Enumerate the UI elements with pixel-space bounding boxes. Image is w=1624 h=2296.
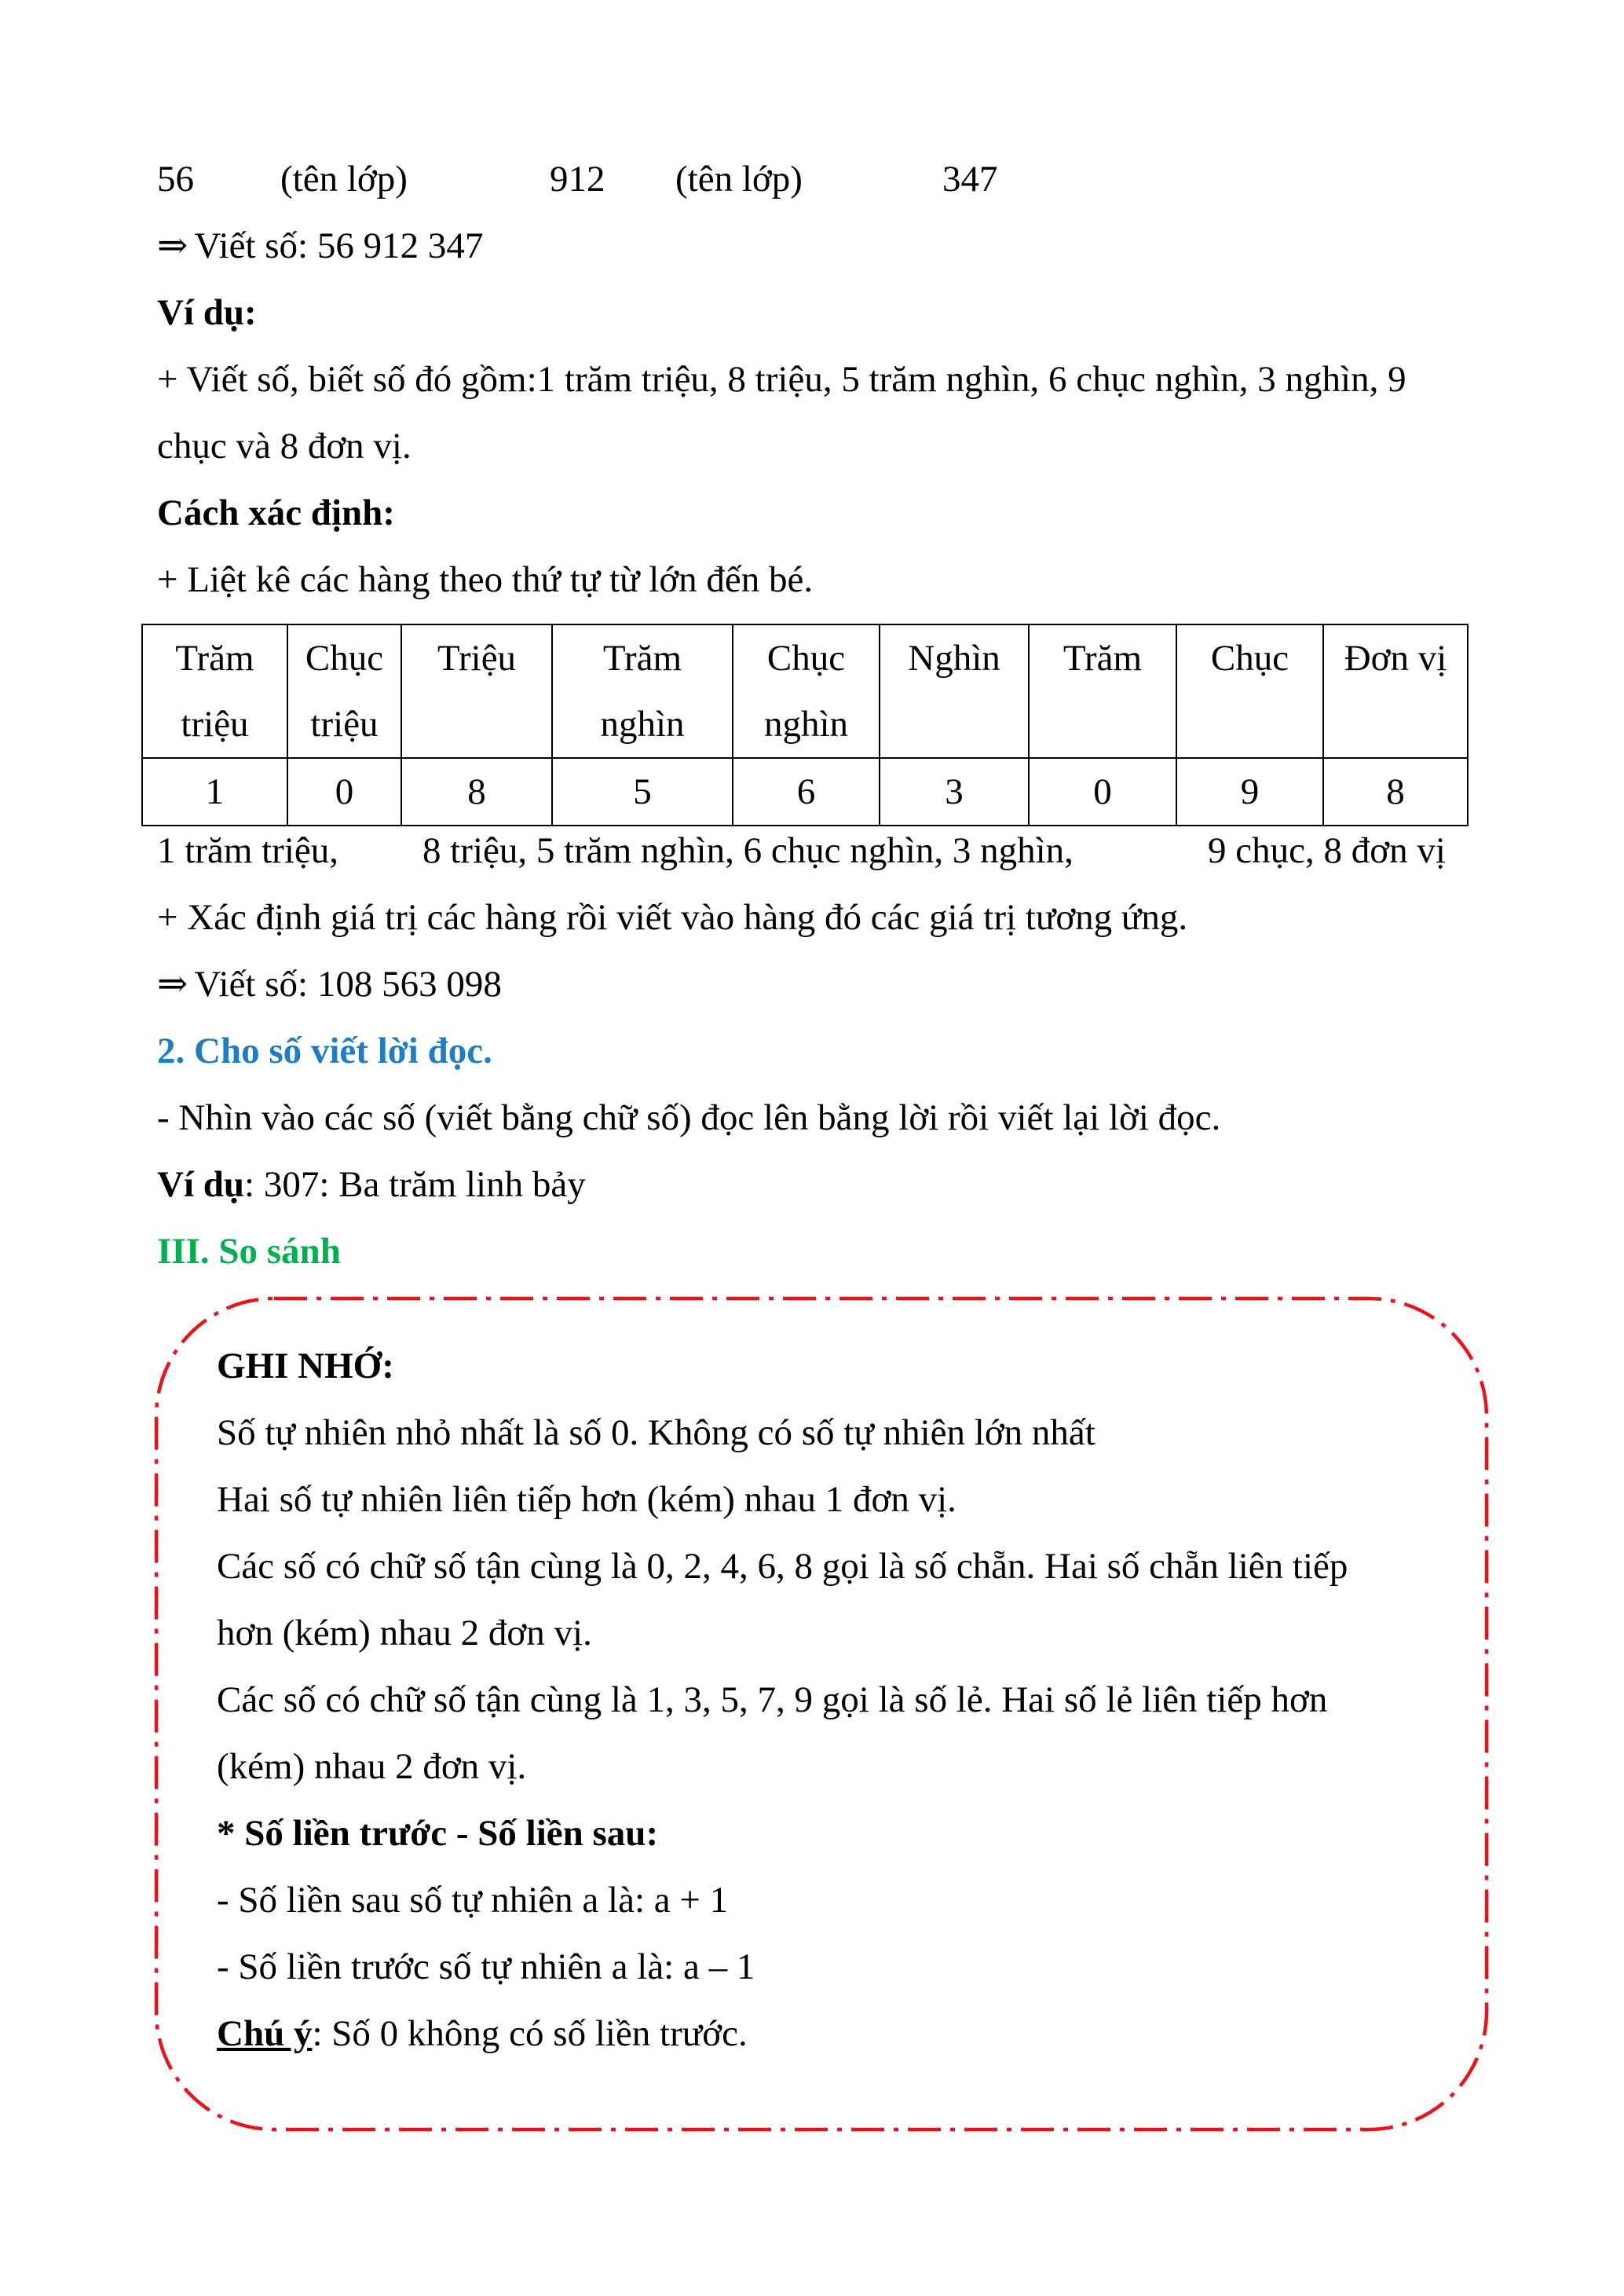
- place-header: Đơn vị: [1323, 624, 1468, 758]
- class-split-line: [157, 159, 998, 200]
- breakdown-c: 9 chục, 8 đơn vị: [1208, 830, 1446, 871]
- write-number-1-text: Viết số: 56 912 347: [194, 225, 484, 266]
- memo-note-label: Chú ý: [217, 2013, 313, 2054]
- example-label: Ví dụ:: [157, 292, 257, 333]
- memo-line: hơn (kém) nhau 2 đơn vị.: [217, 1613, 592, 1653]
- class-3: 347: [942, 159, 998, 200]
- memo-line: Số tự nhiên nhỏ nhất là số 0. Không có số tự nhiên lớn nhất: [217, 1412, 1095, 1453]
- breakdown-b: 8 triệu, 5 trăm nghìn, 6 chục nghìn, 3 nghìn,: [422, 830, 1074, 871]
- method-label: Cách xác định:: [157, 493, 395, 533]
- place-digit: 8: [401, 758, 552, 826]
- place-value-table: [141, 624, 1469, 826]
- place-header: Chục nghìn: [733, 624, 880, 758]
- implies-icon: ⇒: [157, 225, 188, 266]
- place-digit: 6: [733, 758, 880, 826]
- example-2: [157, 1166, 586, 1203]
- memo-line: (kém) nhau 2 đơn vị.: [217, 1746, 527, 1787]
- method-text: + Liệt kê các hàng theo thứ tự từ lớn đến bé.: [157, 559, 814, 600]
- memo-line: - Số liền sau số tự nhiên a là: a + 1: [217, 1880, 729, 1921]
- place-digit: 1: [142, 758, 287, 826]
- memo-title: GHI NHỚ:: [217, 1346, 394, 1386]
- write-number-2: [157, 966, 502, 1003]
- place-header: Chục: [1176, 624, 1323, 758]
- example-2-text: : 307: Ba trăm linh bảy: [244, 1164, 586, 1205]
- example-text-2: chục và 8 đơn vị.: [157, 426, 411, 467]
- place-digit: 0: [1029, 758, 1176, 826]
- place-header: Nghìn: [880, 624, 1029, 758]
- memo-note-text: : Số 0 không có số liền trước.: [312, 2013, 748, 2054]
- example-text-1: + Viết số, biết số đó gồm:1 trăm triệu, 8 triệu, 5 trăm nghìn, 6 chục nghìn, 3 nghìn, 9: [157, 359, 1406, 400]
- section-2-title: 2. Cho số viết lời đọc.: [157, 1031, 492, 1071]
- write-number-1: [157, 225, 484, 266]
- memo-line: Các số có chữ số tận cùng là 0, 2, 4, 6, 8 gọi là số chẵn. Hai số chẵn liên tiếp: [217, 1546, 1348, 1587]
- example-2-label: Ví dụ: [157, 1164, 245, 1205]
- memo-subheading: * Số liền trước - Số liền sau:: [217, 1813, 659, 1854]
- place-value-row: [142, 758, 1468, 826]
- class-label-2: (tên lớp): [675, 159, 803, 200]
- place-header: Trăm: [1029, 624, 1176, 758]
- memo-note: [217, 2013, 748, 2054]
- class-1: 56: [157, 159, 194, 200]
- place-header: Triệu: [401, 624, 552, 758]
- class-2: 912: [550, 159, 605, 200]
- place-digit: 9: [1176, 758, 1323, 826]
- place-header: Trăm nghìn: [552, 624, 733, 758]
- implies-icon: ⇒: [157, 964, 188, 1005]
- place-digit: 0: [287, 758, 401, 826]
- determine-text: + Xác định giá trị các hàng rồi viết vào hàng đó các giá trị tương ứng.: [157, 897, 1188, 938]
- place-header-row: [142, 624, 1468, 758]
- place-digit: 8: [1323, 758, 1468, 826]
- place-header: Trăm triệu: [142, 624, 287, 758]
- section-3-title: III. So sánh: [157, 1231, 341, 1272]
- write-number-2-text: Viết số: 108 563 098: [194, 964, 502, 1005]
- place-digit: 3: [880, 758, 1029, 826]
- class-label-1: (tên lớp): [280, 159, 408, 200]
- place-digit: 5: [552, 758, 733, 826]
- section-2-text: - Nhìn vào các số (viết bằng chữ số) đọc lên bằng lời rồi viết lại lời đọc.: [157, 1097, 1221, 1138]
- place-header: Chục triệu: [287, 624, 401, 758]
- breakdown-a: 1 trăm triệu,: [157, 830, 339, 871]
- memo-line: Hai số tự nhiên liên tiếp hơn (kém) nhau 1 đơn vị.: [217, 1479, 956, 1520]
- memo-line: Các số có chữ số tận cùng là 1, 3, 5, 7, 9 gọi là số lẻ. Hai số lẻ liên tiếp hơn: [217, 1679, 1328, 1720]
- memo-box: [154, 1296, 1489, 2132]
- breakdown-line: [157, 830, 1446, 871]
- memo-line: - Số liền trước số tự nhiên a là: a – 1: [217, 1946, 755, 1987]
